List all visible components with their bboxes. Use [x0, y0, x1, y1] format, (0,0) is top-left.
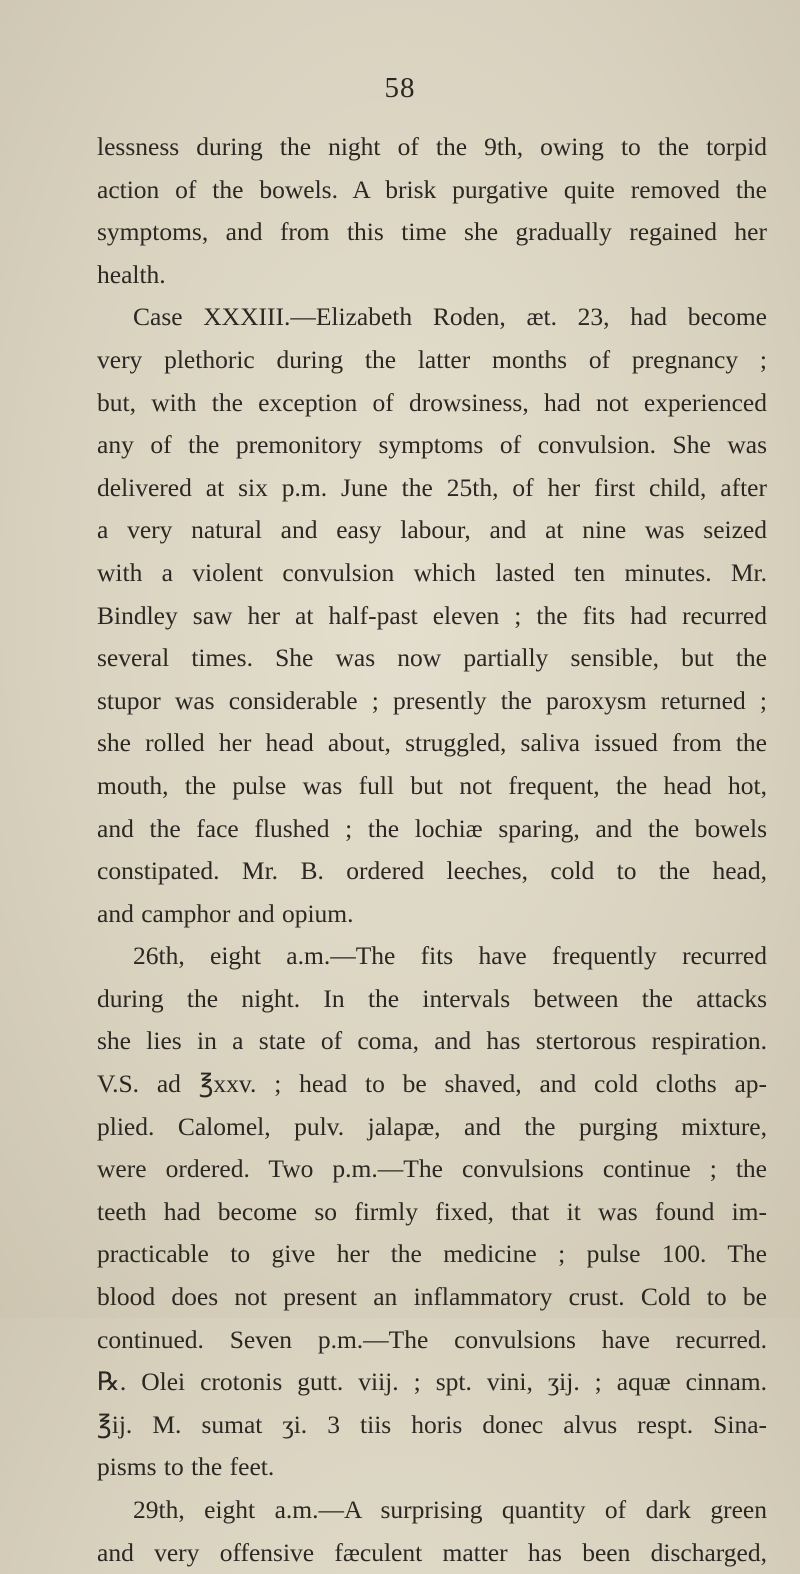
body-text [97, 126, 767, 1574]
text-line: teeth had become so firmly fixed, that it was found im- [97, 1196, 767, 1226]
text-line: ℞. Olei crotonis gutt. viij. ; spt. vini, ʒij. ; aquæ cinnam. [97, 1367, 767, 1397]
text-line: action of the bowels. A brisk purgative quite removed the [97, 174, 767, 204]
page-number: 58 [384, 72, 416, 104]
text-line: symptoms, and from this time she gradually regained her [97, 217, 767, 247]
text-line: during the night. In the intervals between the attacks [97, 983, 767, 1013]
text-line: a very natural and easy labour, and at nine was seized [97, 515, 767, 545]
text-line: Bindley saw her at half-past eleven ; the fits had recurred [97, 600, 767, 630]
text-line: and the face flushed ; the lochiæ sparing, and the bowels [97, 813, 767, 843]
text-line: blood does not present an inflammatory crust. Cold to be [97, 1282, 767, 1312]
text-line: pisms to the feet. [97, 1452, 275, 1482]
text-line: very plethoric during the latter months of pregnancy ; [97, 344, 767, 374]
text-line: several times. She was now partially sensible, but the [97, 643, 767, 673]
text-line: mouth, the pulse was full but not frequent, the head hot, [97, 770, 767, 800]
text-line: 26th, eight a.m.—The fits have frequently recurred [133, 941, 767, 971]
text-line: lessness during the night of the 9th, owing to the torpid [97, 132, 767, 161]
text-line: but, with the exception of drowsiness, had not experienced [97, 387, 767, 417]
text-line: practicable to give her the medicine ; pulse 100. The [97, 1239, 767, 1269]
text-line: delivered at six p.m. June the 25th, of her first child, after [97, 472, 767, 502]
text-line: plied. Calomel, pulv. jalapæ, and the purging mixture, [97, 1111, 767, 1141]
text-line: constipated. Mr. B. ordered leeches, cold to the head, [97, 856, 767, 886]
text-line: were ordered. Two p.m.—The convulsions continue ; the [97, 1154, 767, 1184]
text-line: health. [97, 259, 166, 289]
text-line: she rolled her head about, struggled, saliva issued from the [97, 728, 767, 758]
text-line: V.S. ad ℥xxv. ; head to be shaved, and cold cloths ap- [97, 1069, 767, 1099]
text-line: 29th, eight a.m.—A surprising quantity of dark green [133, 1495, 767, 1524]
text-line: ℥ij. M. sumat ʒi. 3 tiis horis donec alvus respt. Sina- [97, 1409, 767, 1439]
text-line: and camphor and opium. [97, 898, 354, 928]
text-line: she lies in a state of coma, and has stertorous respiration. [97, 1026, 767, 1056]
text-line: with a violent convulsion which lasted ten minutes. Mr. [97, 557, 767, 587]
text-line: stupor was considerable ; presently the paroxysm returned ; [97, 685, 767, 715]
text-line: continued. Seven p.m.—The convulsions have recurred. [97, 1324, 767, 1354]
text-line: and very offensive fæculent matter has been discharged, [97, 1537, 767, 1567]
text-line: any of the premonitory symptoms of convulsion. She was [97, 430, 767, 460]
case-heading-line: Case XXXIII.—Elizabeth Roden, æt. 23, had become [133, 302, 767, 332]
